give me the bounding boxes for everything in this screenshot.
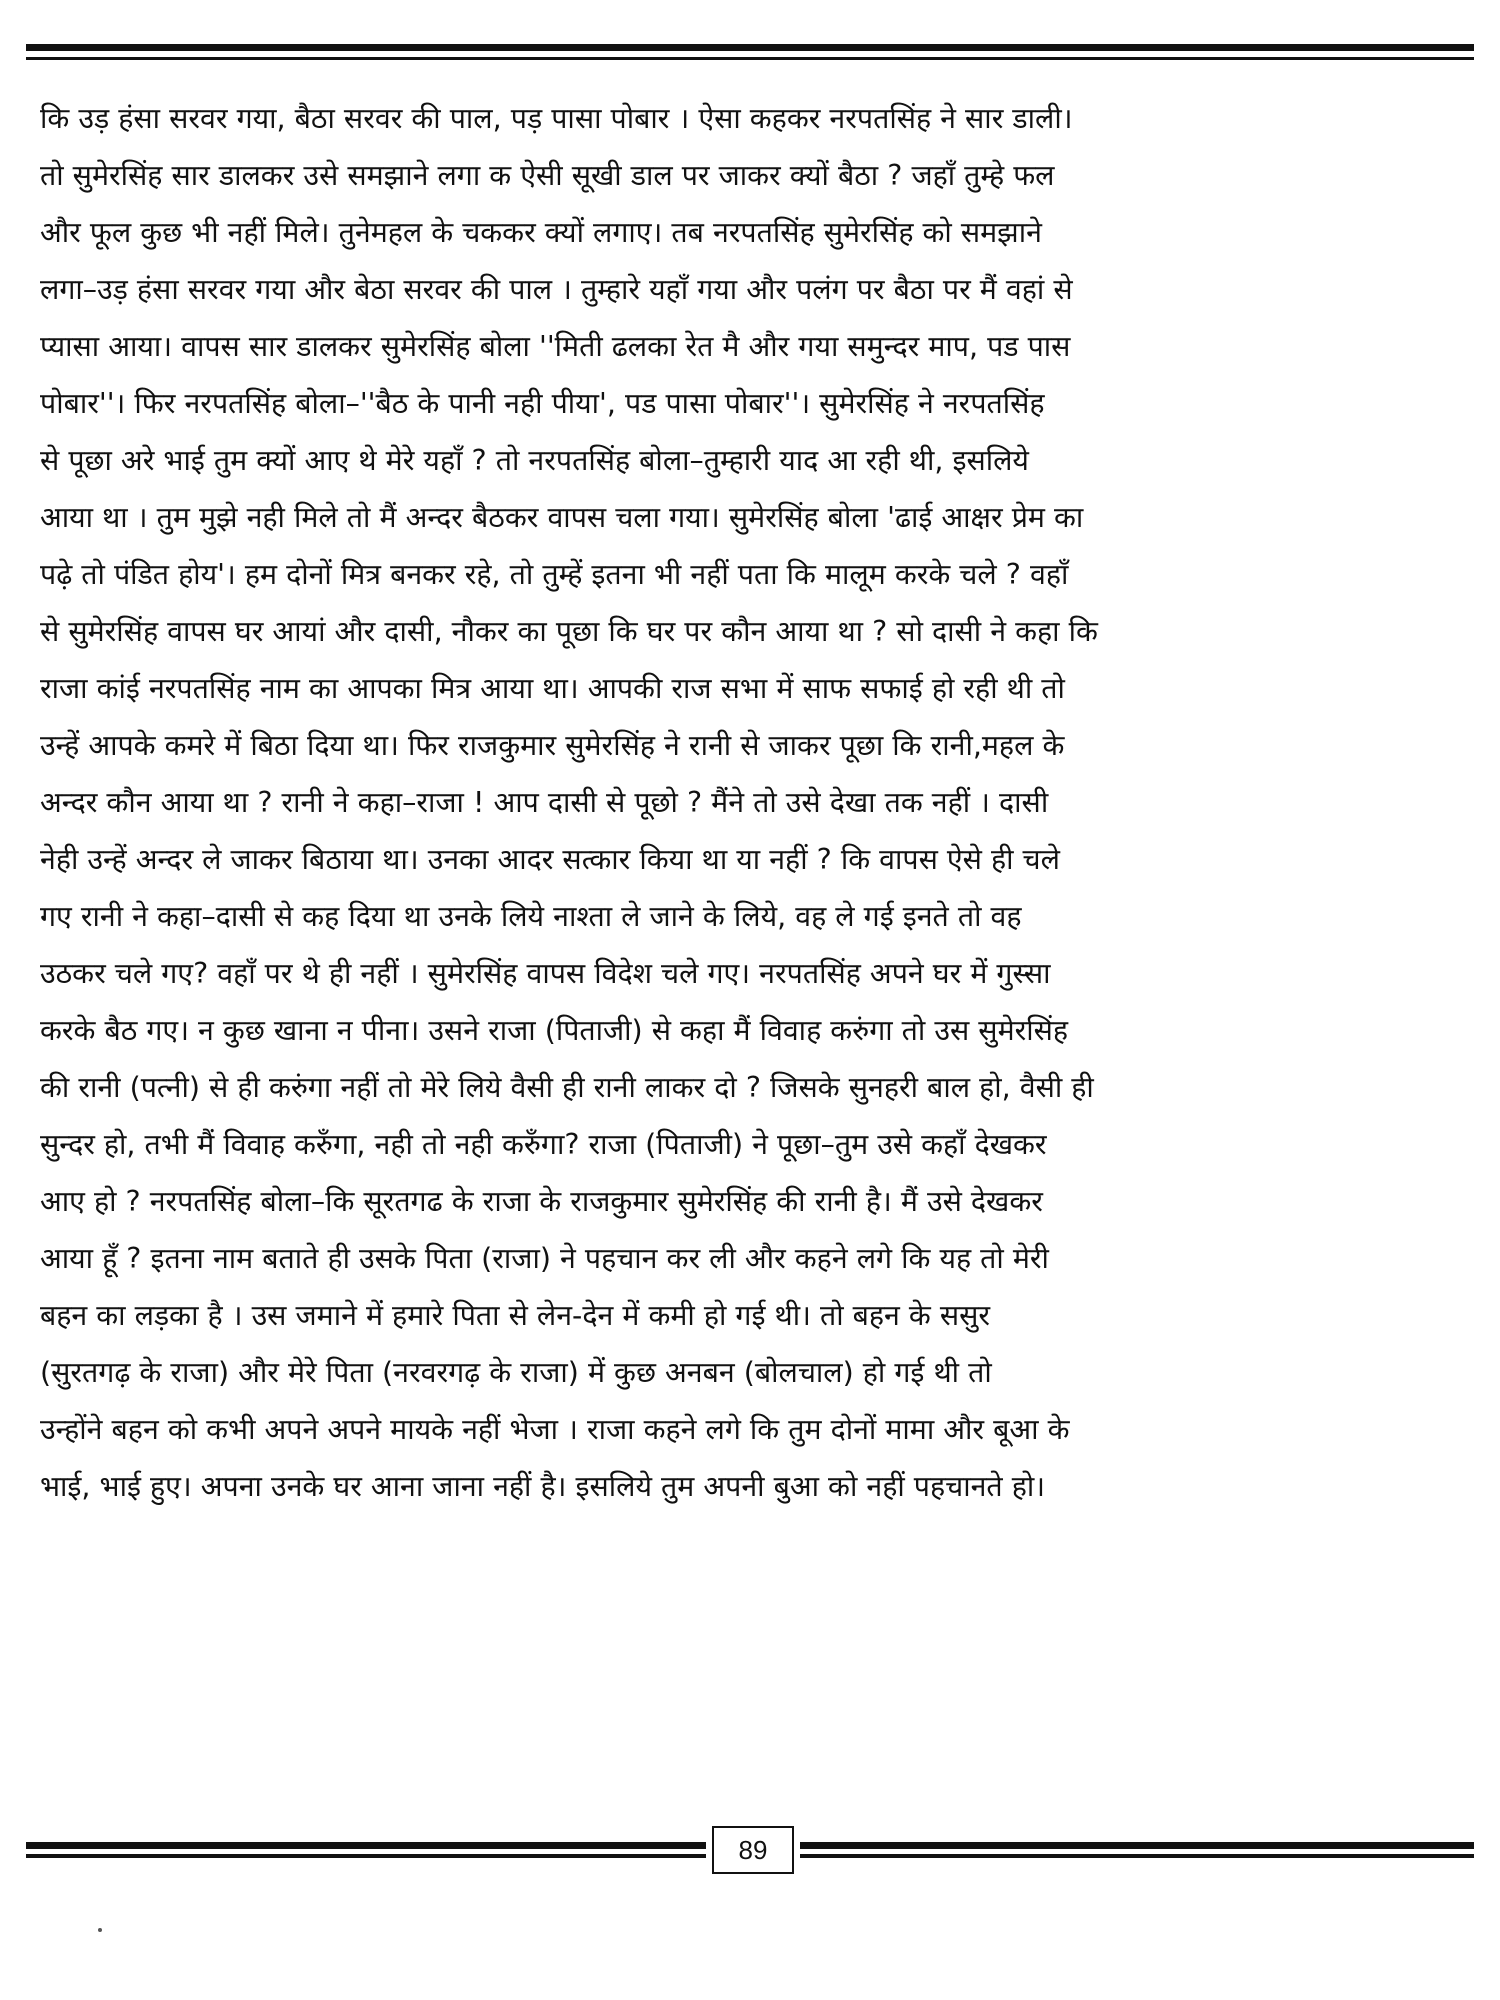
text-line: और फूल कुछ भी नहीं मिले। तुनेमहल के चककर क्यों लगाए। तब नरपतसिंह सुमेरसिंह को समझाने — [40, 216, 1042, 249]
text-line: पढ़े तो पंडित होय'। हम दोनों मित्र बनकर रहे, तो तुम्हें इतना भी नहीं पता कि मालूम करके चले ? वहाँ — [40, 558, 1069, 591]
page-footer — [26, 1826, 1474, 1876]
text-line: राजा कांई नरपतसिंह नाम का आपका मित्र आया था। आपकी राज सभा में साफ सफाई हो रही थी तो — [40, 672, 1065, 705]
text-line: नेही उन्हें अन्दर ले जाकर बिठाया था। उनका आदर सत्कार किया था या नहीं ? कि वापस ऐसे ही चले — [40, 843, 1060, 876]
text-line: बहन का लड़का है । उस जमाने में हमारे पिता से लेन-देन में कमी हो गई थी। तो बहन के ससुर — [40, 1299, 991, 1332]
page-number: 89 — [712, 1826, 794, 1874]
text-line: अन्दर कौन आया था ? रानी ने कहा–राजा ! आप दासी से पूछो ? मैंने तो उसे देखा तक नहीं । दासी — [40, 786, 1049, 819]
text-line: तो सुमेरसिंह सार डालकर उसे समझाने लगा क ऐसी सूखी डाल पर जाकर क्यों बैठा ? जहाँ तुम्हे फल — [40, 159, 1055, 192]
footer-rule-right-thin — [800, 1854, 1474, 1858]
text-line: आए हो ? नरपतसिंह बोला–कि सूरतगढ के राजा के राजकुमार सुमेरसिंह की रानी है। मैं उसे देखकर — [40, 1185, 1043, 1218]
text-line: प्यासा आया। वापस सार डालकर सुमेरसिंह बोला ''मिती ढलका रेत मै और गया समुन्दर माप, पड पास — [40, 330, 1071, 363]
text-line: से पूछा अरे भाई तुम क्यों आए थे मेरे यहाँ ? तो नरपतसिंह बोला–तुम्हारी याद आ रही थी, इसलिये — [40, 444, 1029, 477]
footer-rule-left-thick — [26, 1842, 706, 1849]
text-line: भाई, भाई हुए। अपना उनके घर आना जाना नहीं है। इसलिये तुम अपनी बुआ को नहीं पहचानते हो। — [40, 1470, 1046, 1503]
text-line: सुन्दर हो, तभी मैं विवाह करुँगा, नही तो नही करुँगा? राजा (पिताजी) ने पूछा–तुम उसे कहाँ देखकर — [40, 1128, 1047, 1161]
text-line: कि उड़ हंसा सरवर गया, बैठा सरवर की पाल, पड़ पासा पोबार । ऐसा कहकर नरपतसिंह ने सार डाली। — [40, 102, 1073, 135]
text-line: की रानी (पत्नी) से ही करुंगा नहीं तो मेरे लिये वैसी ही रानी लाकर दो ? जिसके सुनहरी बाल हो, वैसी ही — [40, 1071, 1094, 1104]
top-rule-thick — [26, 44, 1474, 51]
text-line: करके बैठ गए। न कुछ खाना न पीना। उसने राजा (पिताजी) से कहा मैं विवाह करुंगा तो उस सुमेरसिंह — [40, 1014, 1069, 1047]
text-line: गए रानी ने कहा–दासी से कह दिया था उनके लिये नाश्ता ले जाने के लिये, वह ले गई इनते तो वह — [40, 900, 1022, 933]
text-line: आया था । तुम मुझे नही मिले तो मैं अन्दर बैठकर वापस चला गया। सुमेरसिंह बोला 'ढाई आक्षर प्रेम का — [40, 501, 1084, 534]
footer-rule-right-thick — [800, 1842, 1474, 1849]
footer-rule-left-thin — [26, 1854, 706, 1858]
text-line: लगा–उड़ हंसा सरवर गया और बेठा सरवर की पाल । तुम्हारे यहाँ गया और पलंग पर बैठा पर मैं वहां से — [40, 273, 1073, 306]
text-line: आया हूँ ? इतना नाम बताते ही उसके पिता (राजा) ने पहचान कर ली और कहने लगे कि यह तो मेरी — [40, 1242, 1049, 1275]
text-line: (सुरतगढ़ के राजा) और मेरे पिता (नरवरगढ़ के राजा) में कुछ अनबन (बोलचाल) हो गई थी तो — [40, 1356, 992, 1389]
text-line: उठकर चले गए? वहाँ पर थे ही नहीं । सुमेरसिंह वापस विदेश चले गए। नरपतसिंह अपने घर में गुस्सा — [40, 957, 1051, 990]
body-text — [40, 90, 1460, 1515]
text-line: पोबार''। फिर नरपतसिंह बोला–''बैठ के पानी नही पीया', पड पासा पोबार''। सुमेरसिंह ने नरपतसिंह — [40, 387, 1045, 420]
top-rule-thin — [26, 57, 1474, 60]
text-line: उन्होंने बहन को कभी अपने अपने मायके नहीं भेजा । राजा कहने लगे कि तुम दोनों मामा और बूआ के — [40, 1413, 1070, 1446]
text-line: से सुमेरसिंह वापस घर आयां और दासी, नौकर का पूछा कि घर पर कौन आया था ? सो दासी ने कहा कि — [40, 615, 1098, 648]
scan-speck — [98, 1928, 102, 1932]
text-line: उन्हें आपके कमरे में बिठा दिया था। फिर राजकुमार सुमेरसिंह ने रानी से जाकर पूछा कि रानी,महल के — [40, 729, 1065, 762]
